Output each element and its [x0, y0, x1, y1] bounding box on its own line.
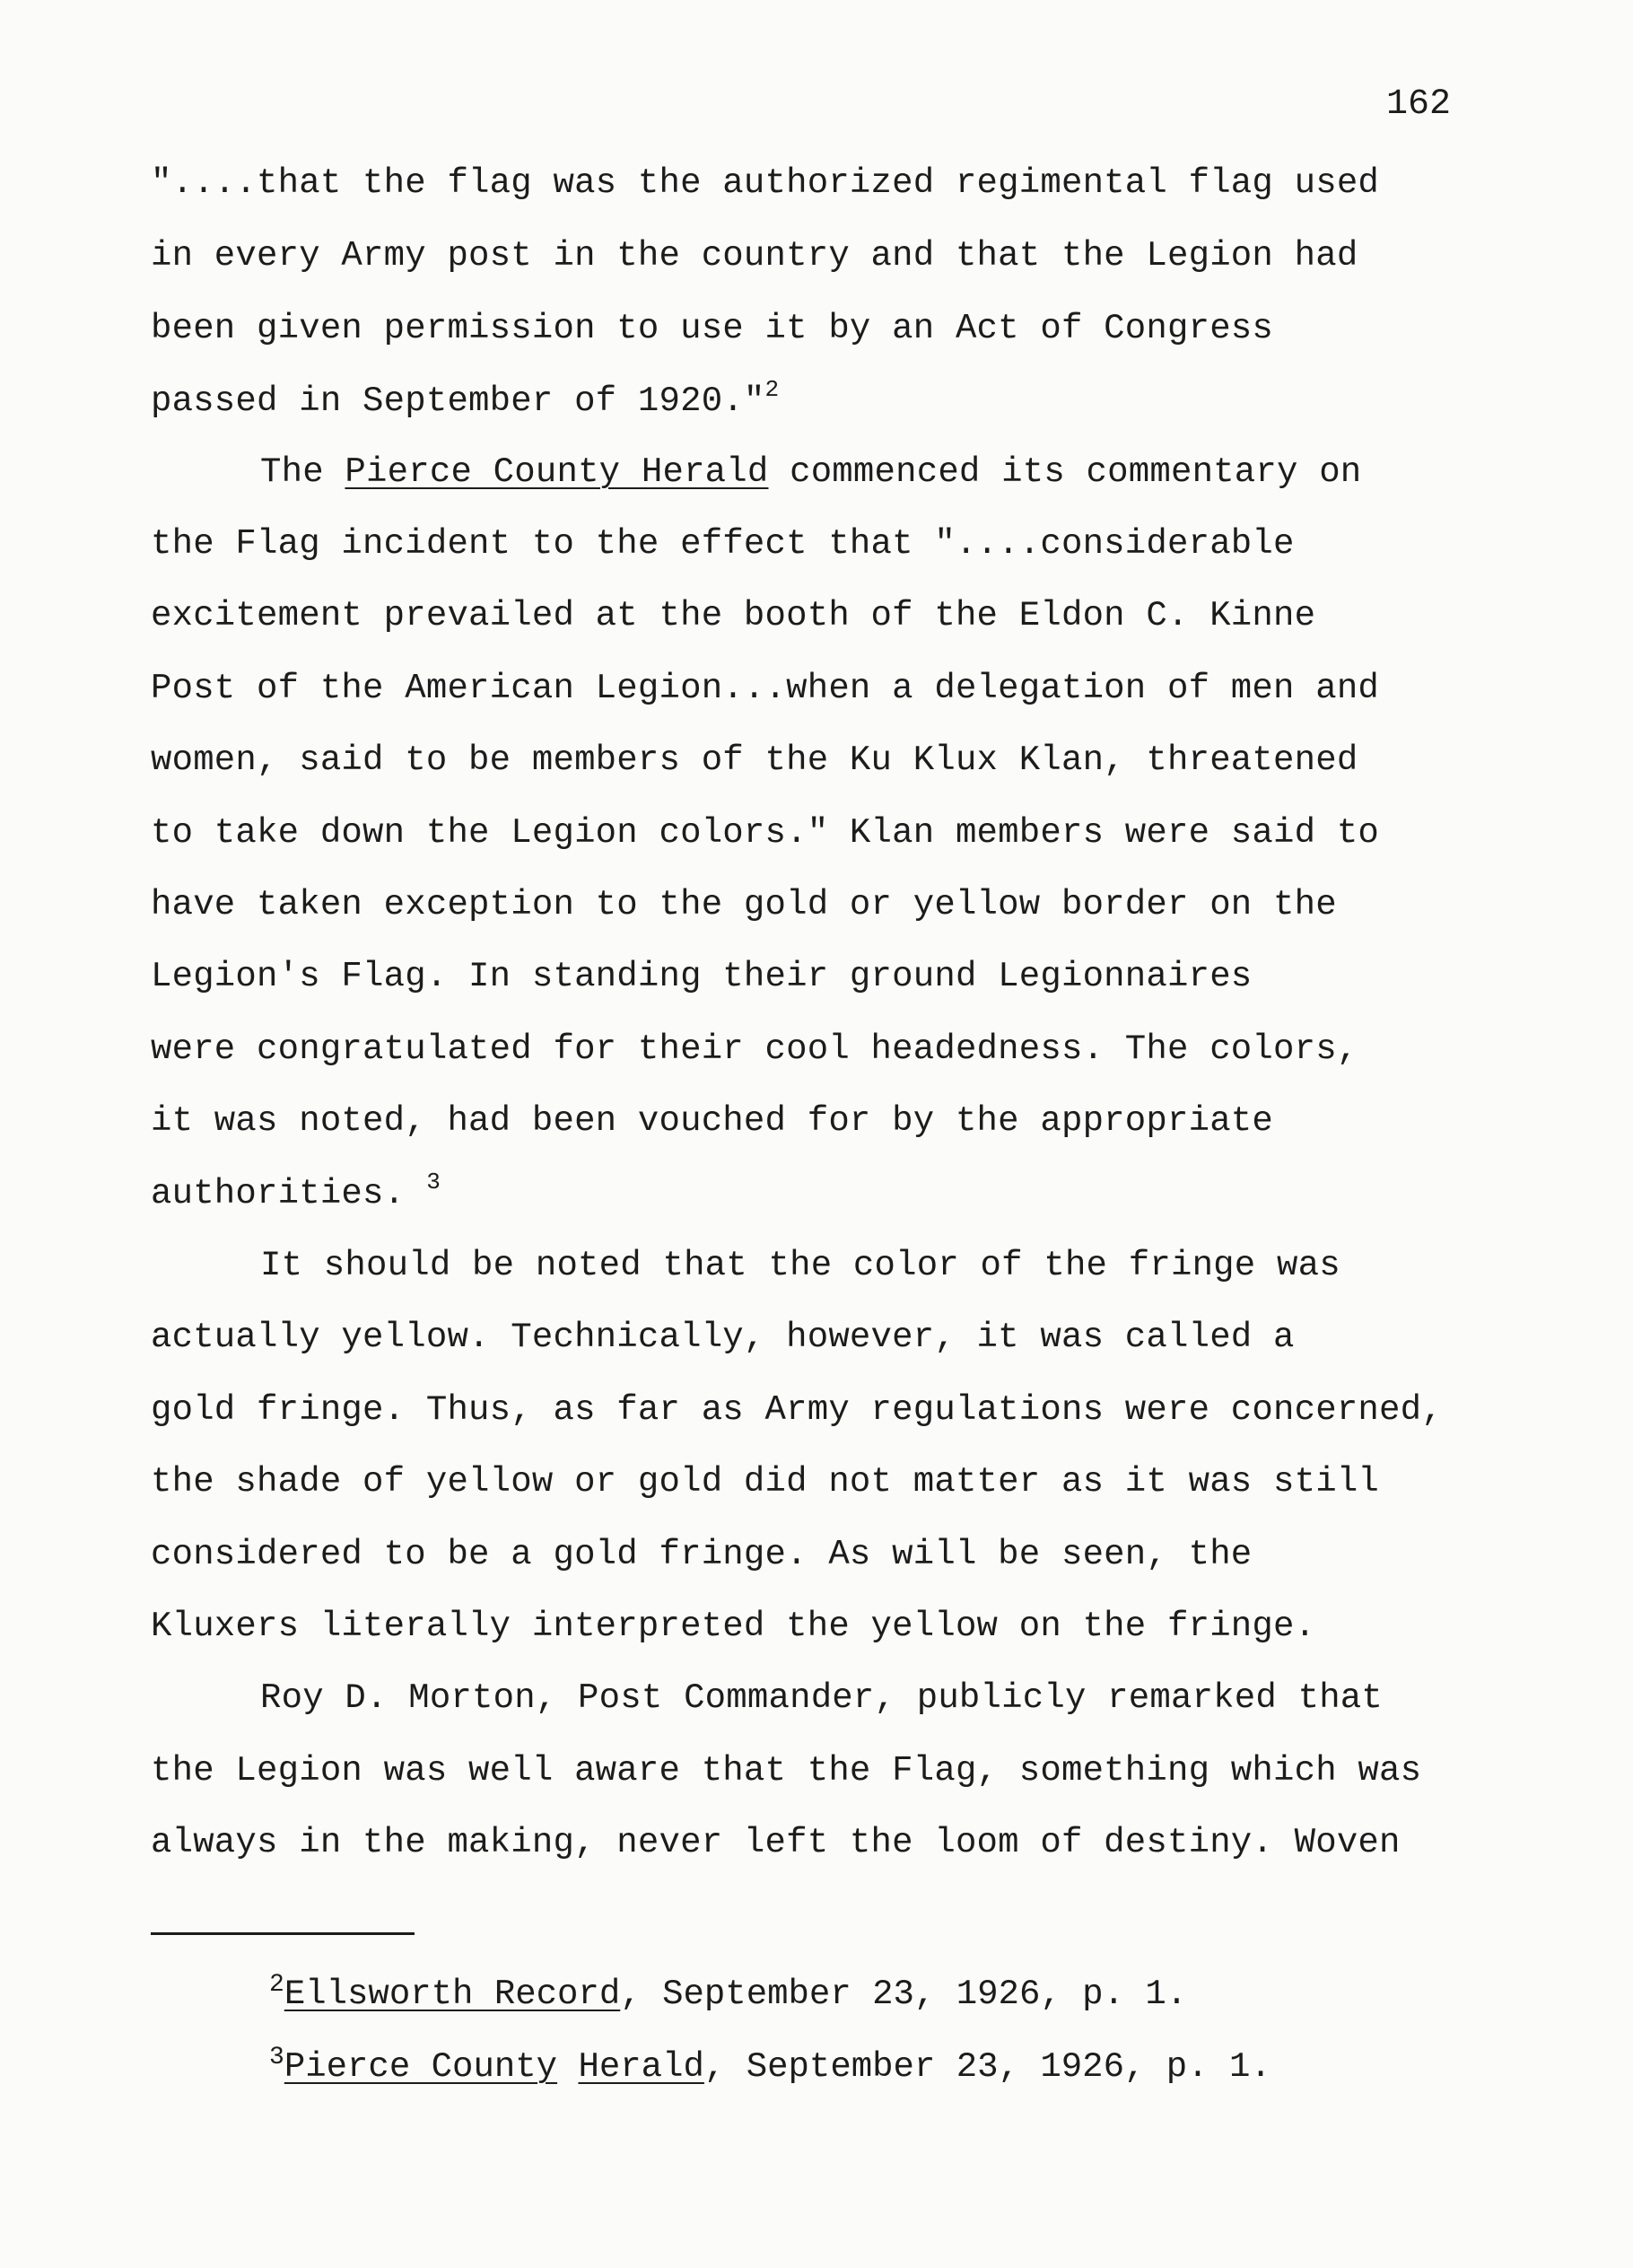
text-line: excitement prevailed at the booth of the Eldon C. Kinne	[151, 596, 1316, 635]
text-line: Post of the American Legion...when a delegation of men and	[151, 669, 1380, 708]
text-line: always in the making, never left the loom of destiny. Woven	[151, 1823, 1401, 1862]
footnote-marker: 2	[269, 1971, 284, 1999]
footnote-detail: , September 23, 1926, p. 1.	[703, 2047, 1271, 2087]
text-line: actually yellow. Technically, however, it was called a	[151, 1318, 1295, 1357]
text-line: the shade of yellow or gold did not matter as it was still	[151, 1462, 1380, 1502]
footnote	[269, 1971, 1187, 2021]
text-line: in every Army post in the country and that the Legion had	[151, 236, 1358, 276]
page-number: 162	[1386, 84, 1452, 125]
text-line	[151, 1170, 441, 1220]
text-line: "....that the flag was the authorized regimental flag used	[151, 163, 1380, 203]
text-line: it was noted, had been vouched for by the appropriate	[151, 1101, 1274, 1141]
text-fragment: passed in September of 1920."	[151, 381, 765, 421]
newspaper-title: Pierce County Herald	[345, 452, 769, 492]
text-fragment: commenced its commentary on	[768, 452, 1362, 492]
text-line	[151, 378, 779, 427]
text-line: the Flag incident to the effect that "....considerable	[151, 524, 1295, 564]
text-line: Legion's Flag. In standing their ground Legionnaires	[151, 957, 1253, 996]
paragraph-first-line: Roy D. Morton, Post Commander, publicly remarked that	[260, 1678, 1384, 1718]
paragraph-first-line: It should be noted that the color of the fringe was	[260, 1246, 1340, 1285]
footnote-ref: 3	[426, 1169, 441, 1195]
text-line: the Legion was well aware that the Flag, something which was	[151, 1751, 1422, 1791]
footnote	[269, 2044, 1271, 2094]
footnote-detail: , September 23, 1926, p. 1.	[620, 1975, 1188, 2014]
text-line: Kluxers literally interpreted the yellow on the fringe.	[151, 1607, 1316, 1646]
text-fragment: The	[260, 452, 345, 492]
text-line: were congratulated for their cool headedness. The colors,	[151, 1029, 1358, 1069]
text-fragment: authorities.	[151, 1174, 406, 1213]
footnote-source: Ellsworth Record	[284, 1975, 621, 2014]
text-line: considered to be a gold fringe. As will be seen, the	[151, 1535, 1253, 1574]
text-line: been given permission to use it by an Act of Congress	[151, 309, 1274, 348]
paragraph-first-line	[260, 449, 1361, 495]
text-line: women, said to be members of the Ku Klux Klan, threatened	[151, 740, 1358, 780]
footnote-source: Herald	[578, 2047, 704, 2087]
text-line: have taken exception to the gold or yellow border on the	[151, 885, 1337, 924]
footnote-source: Pierce County	[284, 2047, 558, 2087]
footnote-space	[557, 2047, 578, 2087]
footnote-separator	[151, 1932, 415, 1935]
text-line: gold fringe. Thus, as far as Army regulations were concerned,	[151, 1390, 1443, 1430]
footnote-marker: 3	[269, 2044, 284, 2071]
footnote-ref: 2	[764, 376, 780, 403]
text-line: to take down the Legion colors." Klan members were said to	[151, 813, 1380, 853]
